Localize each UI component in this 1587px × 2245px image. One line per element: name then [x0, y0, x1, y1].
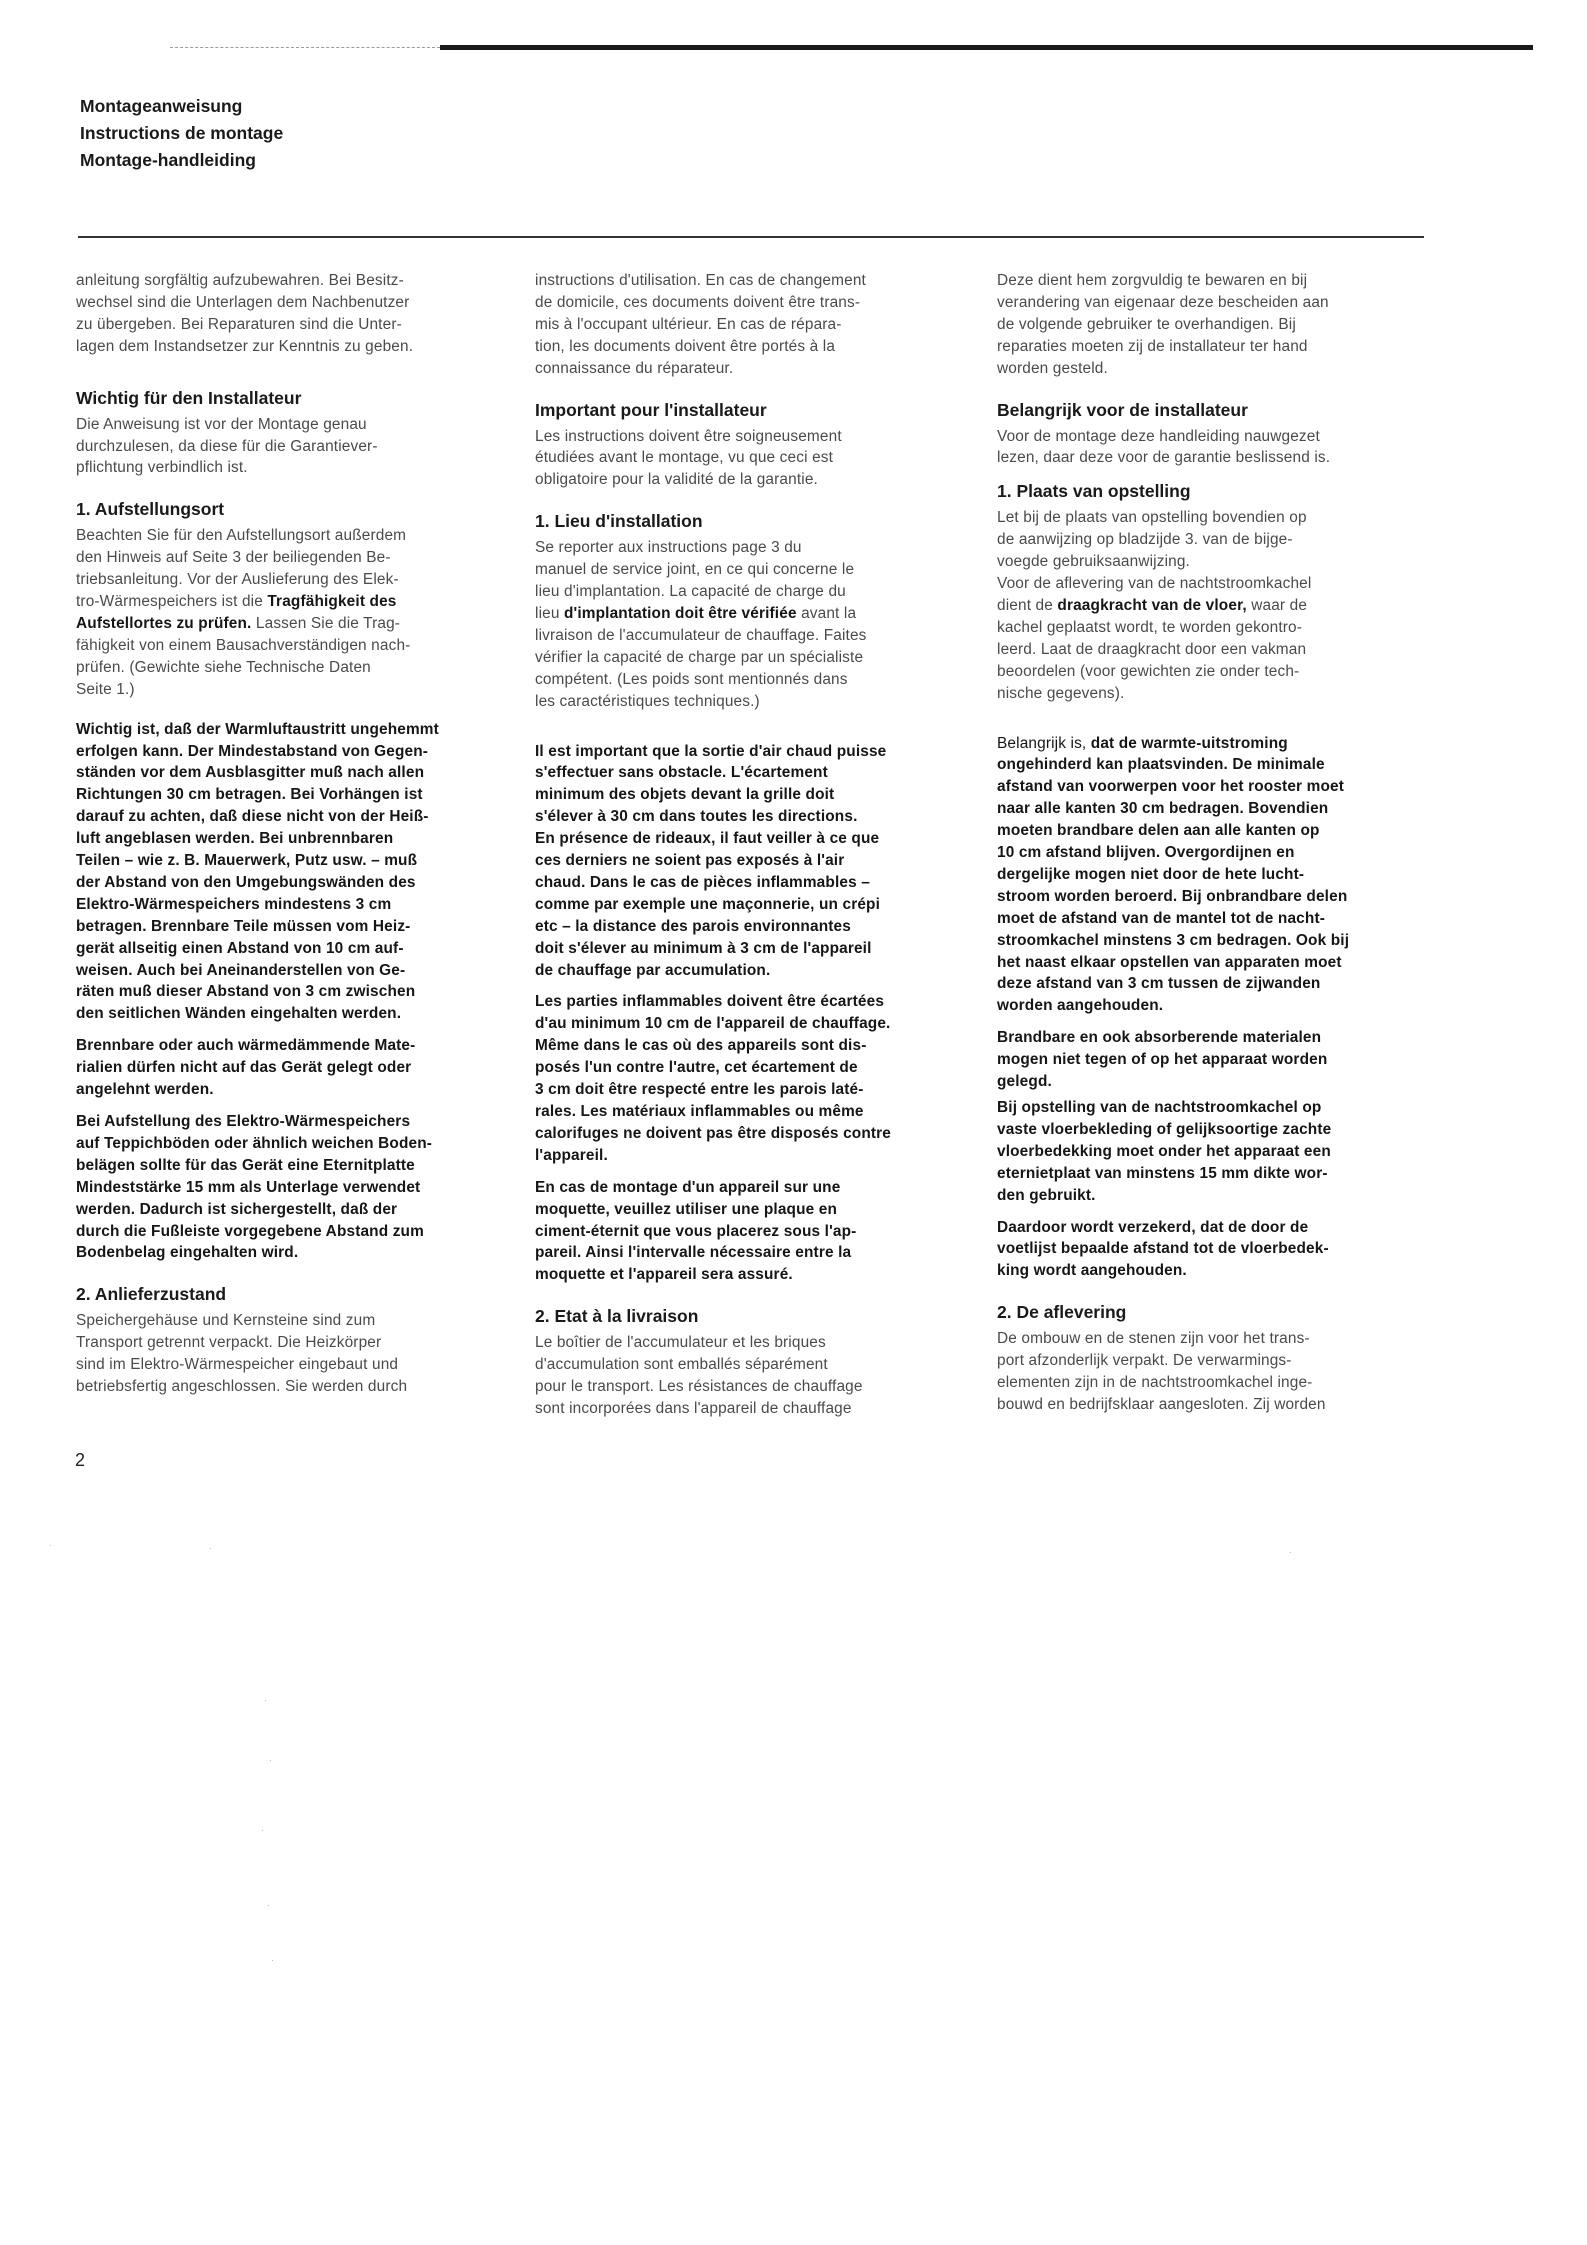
nl-section2-heading: 2. De aflevering	[997, 1302, 1127, 1323]
nl-warning-lead: Belangrijk is,	[997, 734, 1087, 752]
fr-section1-text-a: Se reporter aux instructions page 3 du manuel de service joint, en ce qui concerne le lieu d'implantation. La capacité de charge du lieu	[535, 539, 855, 622]
fr-section1-emphasis: d'implantation doit être vérifiée	[563, 604, 797, 622]
nl-section1-heading: 1. Plaats van opstelling	[997, 481, 1191, 502]
scan-speck	[272, 1960, 273, 1961]
nl-warning-paragraph-1	[997, 733, 1427, 1018]
scan-speck	[270, 1760, 271, 1761]
nl-section1-paragraph	[997, 507, 1427, 704]
page-header	[80, 93, 283, 174]
scan-speck	[265, 1700, 266, 1701]
de-section2-heading: 2. Anlieferzustand	[76, 1284, 227, 1305]
de-section1-text-a: Beachten Sie für den Aufstellungsort außerdem den Hinweis auf Seite 3 der beiliegenden Be- triebsanleitung. Vor der Auslieferung des Elek- tro-Wärmespeichers ist die	[76, 527, 407, 611]
de-installer-heading: Wichtig für den Installateur	[76, 387, 302, 408]
header-divider	[78, 236, 1424, 238]
nl-installer-paragraph: Voor de montage deze handleiding nauwgezet lezen, daar deze voor de garantie beslissend is.	[997, 427, 1331, 467]
nl-warning-paragraph-3: Bij opstelling van de nachtstroomkachel op vaste vloerbekleding of gelijksoortige zachte vloerbedekking moet onder het apparaat een eternietplaat van minstens 15 mm dikte wor- den gebruikt.	[997, 1099, 1332, 1204]
de-section1-paragraph	[76, 525, 506, 700]
fr-warning-paragraph-1: Il est important que la sortie d'air chaud puisse s'effectuer sans obstacle. L'écartement minimum des objets devant la grille doit s'élever à 30 cm dans toutes les directions. En présence de rideaux, il faut veiller à ce que ces derniers ne soient pas exposés à l'air chaud. Dans le cas de pièces inflammables – comme par exemple une maçonnerie, un crépi etc – la distance des parois environnantes doit s'élever au minimum à 3 cm de l'appareil de chauffage par accumulation.	[535, 742, 887, 979]
fr-section1-paragraph	[535, 537, 965, 712]
fr-section1-heading: 1. Lieu d'installation	[535, 511, 703, 532]
de-section2-paragraph: Speichergehäuse und Kernsteine sind zum Transport getrennt verpackt. Die Heizkörper sind im Elektro-Wärmespeicher eingebaut und betriebsfertig angeschlossen. Sie werden durch	[76, 1312, 408, 1396]
scan-speck	[1290, 1552, 1291, 1553]
de-warning-paragraph-3: Bei Aufstellung des Elektro-Wärmespeichers auf Teppichböden oder ähnlich weichen Boden- belägen sollte für das Gerät eine Eternitplatte Mindeststärke 15 mm als Unterlage verwendet werden. Dadurch ist sichergestellt, daß der durch die Fußleiste vorgegebene Abstand zum Bodenbelag eingehalten wird.	[76, 1113, 433, 1262]
fr-section2-heading: 2. Etat à la livraison	[535, 1306, 699, 1327]
top-rule-faint	[170, 47, 440, 49]
header-title-de: Montageanweisung	[80, 96, 243, 116]
fr-section1-text-c: avant la livraison de l'accumulateur de chauffage. Faites vérifier la capacité de charge par un spécialiste compétent. (Les poids sont mentionnés dans les caractéristiques techniques.)	[535, 604, 867, 710]
scan-speck	[50, 1545, 51, 1546]
nl-section1-text-a: Let bij de plaats van opstelling bovendien op de aanwijzing op bladzijde 3. van de bijge- voegde gebruiksaanwijzing. Voor de aflevering van de nachtstroomkachel dient de	[997, 509, 1312, 614]
scan-speck	[268, 1905, 269, 1906]
scan-speck	[262, 1830, 263, 1831]
nl-warning-text: dat de warmte-uitstroming ongehinderd kan plaatsvinden. De minimale afstand van voorwerpen voor het rooster moet naar alle kanten 30 cm bedragen. Bovendien moeten brandbare delen aan alle kanten op 10 cm afstand blijven. Overgordijnen en dergelijke mogen niet door de hete lucht- stroom worden beroerd. Bij onbrandbare delen moet de afstand van de mantel tot de nacht- stroomkachel minstens 3 cm bedragen. Ook bij het naast elkaar opstellen van apparaten moet deze afstand van 3 cm tussen de zijwanden worden aangehouden.	[997, 734, 1350, 1015]
fr-intro-paragraph: instructions d'utilisation. En cas de changement de domicile, ces documents doivent être trans- mis à l'occupant ultérieur. En cas de répara- tion, les documents doivent être portés à la connaissance du réparateur.	[535, 272, 866, 377]
de-installer-paragraph: Die Anweisung ist vor der Montage genau durchzulesen, da diese für die Garantiever- pflichtung verbindlich ist.	[76, 415, 378, 477]
de-section1-text-c: Lassen Sie die Trag- fähigkeit von einem Bausachverständigen nach- prüfen. (Gewichte siehe Technische Daten Seite 1.)	[76, 614, 411, 698]
page-number: 2	[75, 1450, 86, 1470]
nl-warning-paragraph-2: Brandbare en ook absorberende materialen mogen niet tegen of op het apparaat worden gelegd.	[997, 1029, 1328, 1091]
nl-section2-paragraph: De ombouw en de stenen zijn voor het trans- port afzonderlijk verpakt. De verwarmings- elementen zijn in de nachtstroomkachel inge- bouwd en bedrijfsklaar aangesloten. Zij worden	[997, 1330, 1326, 1413]
de-section1-emphasis: Tragfähigkeit des Aufstellortes zu prüfen.	[76, 593, 397, 632]
column-german	[76, 270, 506, 1398]
nl-section1-text-c: waar de kachel geplaatst wordt, te worden gekontro- leerd. Laat de draagkracht door een vakman beoordelen (voor gewichten zie onder tech- nische gegevens).	[997, 596, 1308, 702]
fr-installer-paragraph: Les instructions doivent être soigneusement étudiées avant le montage, vu que ceci est obligatoire pour la validité de la garantie.	[535, 427, 842, 489]
nl-installer-heading: Belangrijk voor de installateur	[997, 399, 1248, 420]
de-intro-paragraph: anleitung sorgfältig aufzubewahren. Bei Besitz- wechsel sind die Unterlagen dem Nachbenutzer zu übergeben. Bei Reparaturen sind die Unter- lagen dem Instandsetzer zur Kenntnis zu geben.	[76, 272, 414, 355]
column-dutch	[997, 270, 1427, 1416]
de-section1-heading: 1. Aufstellungsort	[76, 499, 225, 520]
nl-warning-paragraph-4: Daardoor wordt verzekerd, dat de door de voetlijst bepaalde afstand tot de vloerbedek- king wordt aangehouden.	[997, 1218, 1329, 1280]
header-title-fr: Instructions de montage	[80, 123, 284, 143]
column-french	[535, 270, 965, 1420]
nl-intro-paragraph: Deze dient hem zorgvuldig te bewaren en bij verandering van eigenaar deze bescheiden aan de volgende gebruiker te overhandigen. Bij reparaties moeten zij de installateur ter hand worden gesteld.	[997, 272, 1329, 377]
scan-speck	[210, 1548, 211, 1549]
de-warning-paragraph-2: Brennbare oder auch wärmedämmende Mate- rialien dürfen nicht auf das Gerät gelegt oder angelehnt werden.	[76, 1037, 416, 1099]
fr-warning-paragraph-2: Les parties inflammables doivent être écartées d'au minimum 10 cm de l'appareil de chauffage. Même dans le cas où des appareils sont dis- posés l'un contre l'autre, cet écartement de 3 cm doit être respecté entre les parois laté- rales. Les matériaux inflammables ou même calorifuges ne doivent pas être disposés contre l'appareil.	[535, 993, 892, 1164]
header-title-nl: Montage-handleiding	[80, 150, 256, 170]
fr-installer-heading: Important pour l'installateur	[535, 399, 767, 420]
nl-section1-emphasis: draagkracht van de vloer,	[1057, 596, 1247, 614]
fr-section2-paragraph: Le boîtier de l'accumulateur et les briques d'accumulation sont emballés séparément pour le transport. Les résistances de chauffage sont incorporées dans l'appareil de chauffage	[535, 1334, 863, 1417]
top-rule	[440, 45, 1533, 50]
de-warning-paragraph-1: Wichtig ist, daß der Warmluftaustritt ungehemmt erfolgen kann. Der Mindestabstand von Gegen- ständen vor dem Ausblasgitter muß nach allen Richtungen 30 cm betragen. Bei Vorhängen ist darauf zu achten, daß diese nicht von der Heiß- luft angeblasen werden. Bei unbrennbaren Teilen – wie z. B. Mauerwerk, Putz usw. – muß der Abstand von den Umgebungswänden des Elektro-Wärmespeichers mindestens 3 cm betragen. Brennbare Teile müssen vom Heiz- gerät allseitig einen Abstand von 10 cm auf- weisen. Auch bei Aneinanderstellen von Ge- räten muß dieser Abstand von 3 cm zwischen den seitlichen Wänden eingehalten werden.	[76, 720, 439, 1023]
fr-warning-paragraph-3: En cas de montage d'un appareil sur une moquette, veuillez utiliser une plaque en ciment-éternit que vous placerez sous l'ap- pareil. Ainsi l'intervalle nécessaire entre la moquette et l'appareil sera assuré.	[535, 1178, 857, 1284]
